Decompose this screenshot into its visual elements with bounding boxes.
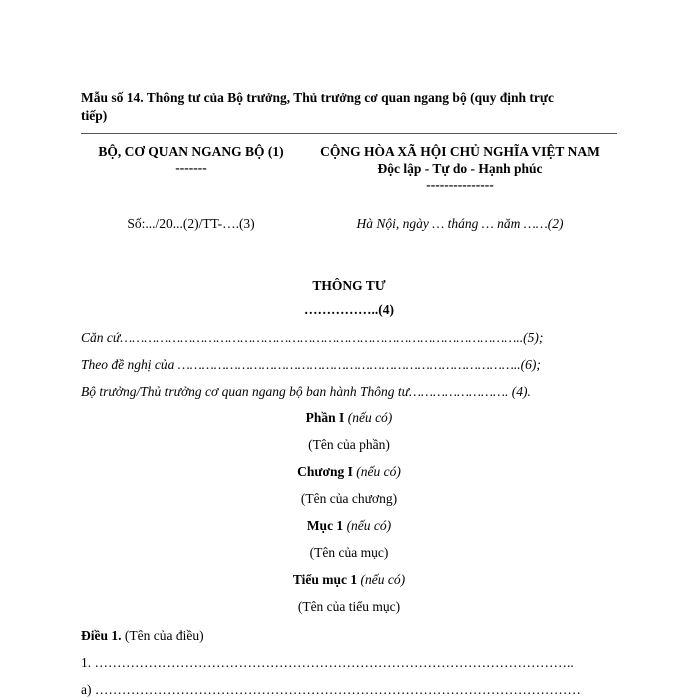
article-name: (Tên của điều)	[124, 628, 204, 643]
subsection-label: Tiểu mục 1	[292, 572, 358, 587]
ministry-underline: -------	[175, 160, 207, 175]
chapter-heading	[81, 464, 617, 480]
article-heading	[81, 628, 204, 644]
chapter-name: (Tên của chương)	[300, 491, 398, 506]
document-number: Số:.../20...(2)/TT-….(3)	[127, 216, 255, 231]
ministry-name: BỘ, CƠ QUAN NGANG BỘ (1)	[98, 144, 284, 159]
nation-name: CỘNG HÒA XÃ HỘI CHỦ NGHĨA VIỆT NAM	[320, 144, 600, 159]
chapter-note: (nếu có)	[356, 464, 401, 479]
preamble-promulgation: Bộ trưởng/Thủ trưởng cơ quan ngang bộ ban hành Thông tư……………………. (4).	[81, 384, 531, 399]
subsection-name: (Tên của tiểu mục)	[297, 599, 401, 614]
chapter-label: Chương I	[297, 464, 353, 479]
form-title-line1: Mẫu số 14. Thông tư của Bộ trưởng, Thủ trưởng cơ quan ngang bộ (quy định trực	[81, 90, 554, 105]
subsection-heading	[81, 572, 617, 588]
part-name: (Tên của phần)	[308, 437, 390, 452]
motto-underline: ---------------	[426, 177, 494, 192]
article-label: Điều 1.	[81, 628, 122, 643]
form-title-line2: tiếp)	[81, 108, 108, 123]
document-name: ……………..(4)	[304, 302, 394, 317]
place-date: Hà Nội, ngày … tháng … năm ……(2)	[356, 216, 564, 231]
part-note: (nếu có)	[347, 410, 393, 425]
section-note: (nếu có)	[346, 518, 392, 533]
section-label: Mục 1	[306, 518, 344, 533]
document-type: THÔNG TƯ	[312, 278, 386, 293]
subsection-note: (nếu có)	[360, 572, 406, 587]
preamble-proposal: Theo đề nghị của …………………………………………………………………………..(6);	[81, 357, 541, 372]
clause-1: 1. ……………………………………………………………………………………………..	[81, 655, 574, 670]
section-name: (Tên của mục)	[309, 545, 389, 560]
part-heading	[81, 410, 617, 426]
part-label: Phần I	[305, 410, 345, 425]
header-divider	[81, 133, 617, 134]
section-heading	[81, 518, 617, 534]
national-motto: Độc lập - Tự do - Hạnh phúc	[377, 161, 543, 176]
point-a: a) ………………………………………………………………………………………………	[81, 682, 581, 697]
preamble-legal-basis: Căn cứ………………………………………………………………………………………..(5);	[81, 330, 544, 345]
